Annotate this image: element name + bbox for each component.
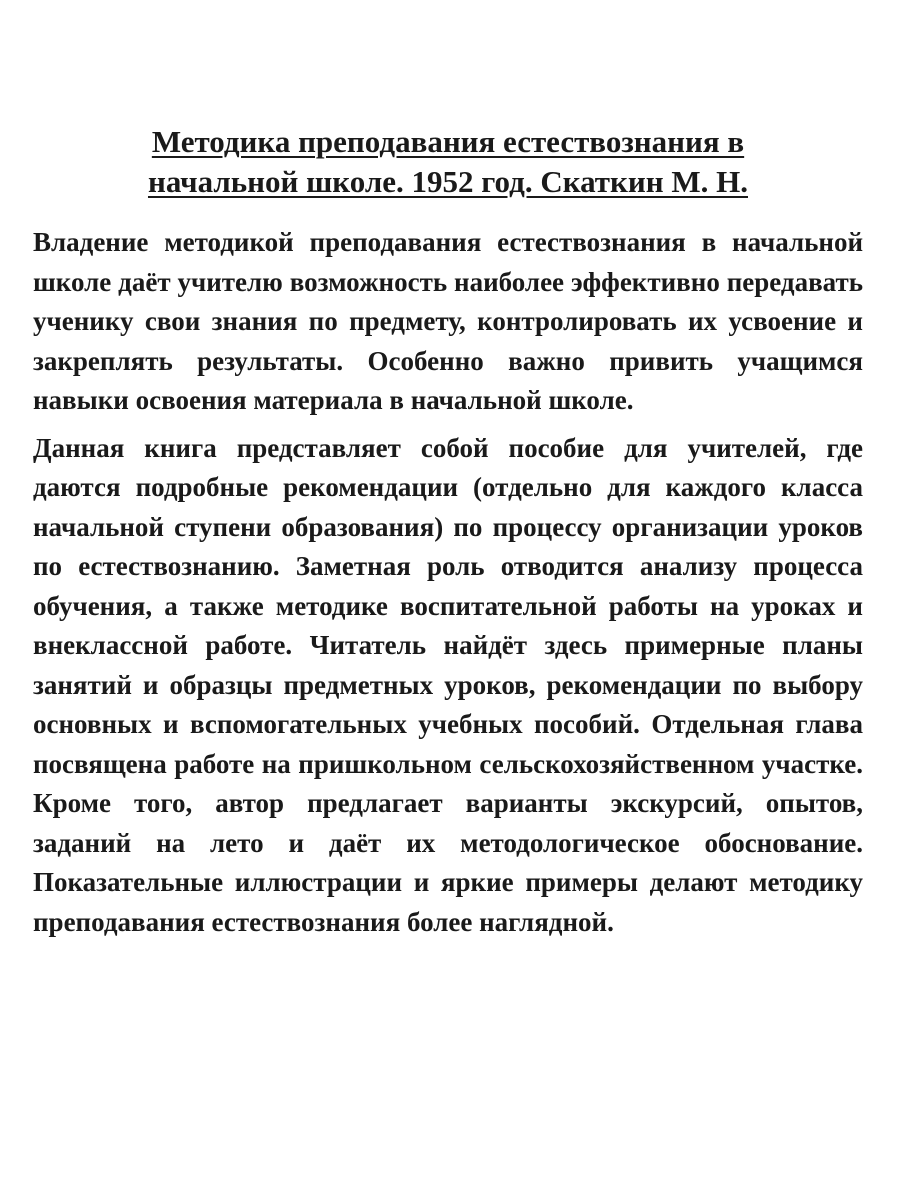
title-line-1: Методика преподавания естествознания в	[151, 124, 745, 159]
document-page	[33, 122, 863, 942]
document-title	[33, 122, 863, 202]
title-line-2: начальной школе. 1952 год. Скаткин М. Н.	[147, 164, 748, 199]
paragraph-2: Данная книга представляет собой пособие для учителей, где даются подробные рекомендации (отдельно для каждого класса начальной ступени образования) по процессу организации уроков по естествознанию. Заметная роль отводится анализу процесса обучения, а также методике воспитательной работы на уроках и внеклассной работе. Читатель найдёт здесь примерные планы занятий и образцы предметных уроков, рекомендации по выбору основных и вспомогательных учебных пособий. Отдельная глава посвящена работе на пришкольном сельскохозяйственном участке. Кроме того, автор предлагает варианты экскурсий, опытов, заданий на лето и даёт их методологическое обоснование. Показательные иллюстрации и яркие примеры делают методику преподавания естествознания более наглядной.	[33, 432, 863, 937]
paragraph-1: Владение методикой преподавания естествознания в начальной школе даёт учителю возможность наиболее эффективно передавать ученику свои знания по предмету, контролировать их усвоение и закреплять результаты. Особенно важно привить учащимся навыки освоения материала в начальной школе.	[33, 227, 863, 415]
